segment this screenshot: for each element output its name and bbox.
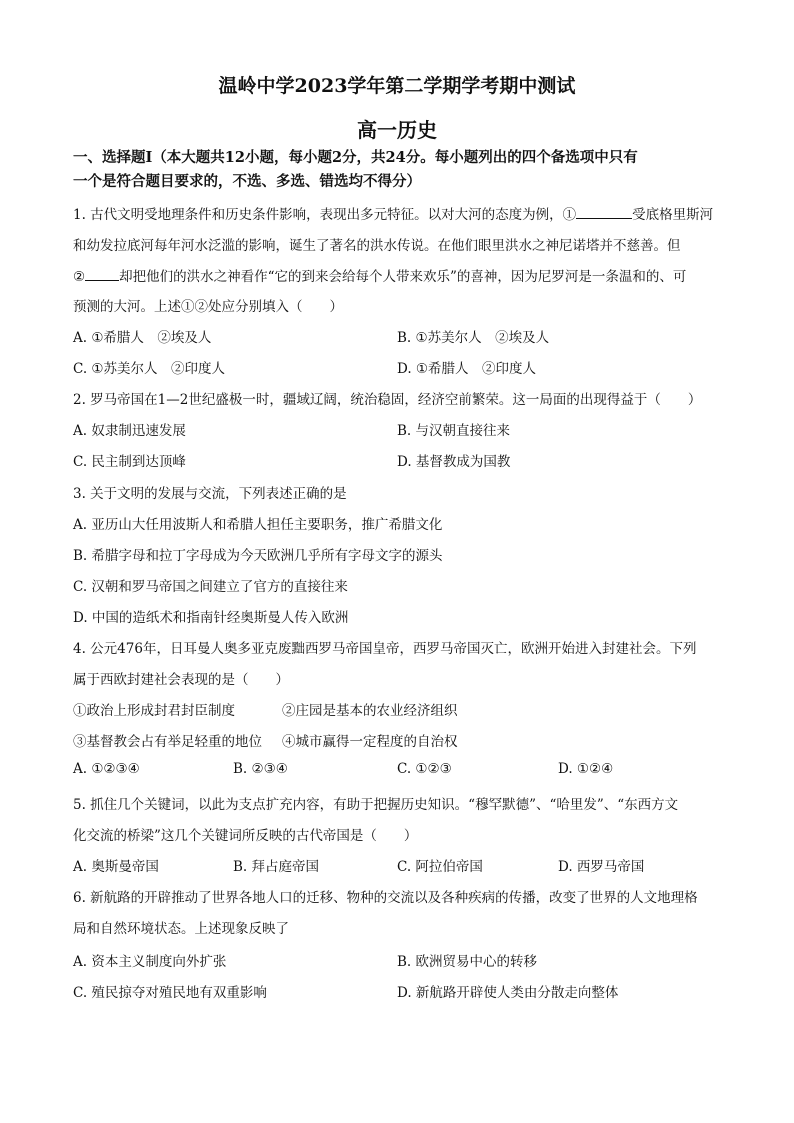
option-a[interactable]: A. ①希腊人 ②埃及人 — [73, 330, 212, 346]
section-heading — [73, 146, 733, 194]
question-1-line — [73, 203, 713, 223]
option-c[interactable]: C. 殖民掠夺对殖民地有双重影响 — [73, 985, 267, 1001]
question-3-stem: 3. 关于文明的发展与交流，下列表述正确的是 — [73, 486, 347, 502]
option-a[interactable]: A. 奴隶制迅速发展 — [73, 423, 186, 439]
question-1-text: 1. 古代文明受地理条件和历史条件影响，表现出多元特征。以对大河的态度为例，① — [73, 207, 577, 223]
question-6-stem: 局和自然环境状态。上述现象反映了 — [73, 921, 289, 937]
option-c[interactable]: C. 民主制到达顶峰 — [73, 454, 186, 470]
option-c[interactable]: C. 阿拉伯帝国 — [397, 859, 483, 875]
option-b[interactable]: B. 欧洲贸易中心的转移 — [397, 954, 538, 970]
option-a[interactable]: A. 亚历山大任用波斯人和希腊人担任主要职务，推广希腊文化 — [73, 517, 443, 533]
option-d[interactable]: D. 基督教成为国教 — [397, 454, 511, 470]
option-d[interactable]: D. ①②④ — [558, 761, 614, 777]
option-a[interactable]: A. ①②③④ — [73, 761, 140, 777]
question-1-line: 和幼发拉底河每年河水泛滥的影响，诞生了著名的洪水传说。在他们眼里洪水之神尼诺塔并不慈善。但 — [73, 238, 681, 254]
answer-blank — [85, 268, 119, 281]
question-2-stem: 2. 罗马帝国在1—2世纪盛极一时，疆域辽阔，统治稳固，经济空前繁荣。这一局面的出现得益于（ ） — [73, 392, 702, 408]
section-heading-line: 一、选择题Ⅰ（本大题共12小题，每小题2分，共24分。每小题列出的四个备选项中只有 — [73, 149, 638, 166]
question-5-stem: 化交流的桥梁”这几个关键词所反映的古代帝国是（ ） — [73, 828, 418, 844]
statement-4: ④城市赢得一定程度的自治权 — [282, 734, 458, 750]
option-c[interactable]: C. ①②③ — [397, 761, 452, 777]
answer-blank — [576, 206, 632, 219]
question-1-text: 却把他们的洪水之神看作“它的到来会给每个人带来欢乐”的喜神，因为尼罗河是一条温和的、可 — [119, 269, 687, 285]
statement-3: ③基督教会占有举足轻重的地位 — [73, 734, 262, 750]
question-4-stem: 4. 公元476年，日耳曼人奥多亚克废黜西罗马帝国皇帝，西罗马帝国灭亡，欧洲开始进入封建社会。下列 — [73, 641, 697, 657]
option-d[interactable]: D. 西罗马帝国 — [558, 859, 645, 875]
option-d[interactable]: D. 中国的造纸术和指南针经奥斯曼人传入欧洲 — [73, 610, 349, 626]
question-1-line — [73, 265, 686, 285]
option-a[interactable]: A. 奥斯曼帝国 — [73, 859, 159, 875]
exam-title: 温岭中学2023学年第二学期学考期中测试 — [218, 75, 576, 97]
question-6-stem: 6. 新航路的开辟推动了世界各地人口的迁移、物种的交流以及各种疾病的传播，改变了世界的人文地理格 — [73, 890, 698, 906]
question-5-stem: 5. 抓住几个关键词，以此为支点扩充内容，有助于把握历史知识。“穆罕默德”、“哈里发”、“东西方文 — [73, 797, 679, 813]
option-c[interactable]: C. 汉朝和罗马帝国之间建立了官方的直接往来 — [73, 579, 348, 595]
option-b[interactable]: B. 拜占庭帝国 — [233, 859, 320, 875]
question-1-line: 预测的大河。上述①②处应分别填入（ ） — [73, 299, 343, 315]
option-c[interactable]: C. ①苏美尔人 ②印度人 — [73, 361, 226, 377]
option-b[interactable]: B. 希腊字母和拉丁字母成为今天欧洲几乎所有字母文字的源头 — [73, 548, 443, 564]
statement-2: ②庄园是基本的农业经济组织 — [282, 703, 458, 719]
option-d[interactable]: D. 新航路开辟使人类由分散走向整体 — [397, 985, 619, 1001]
option-b[interactable]: B. ①苏美尔人 ②埃及人 — [397, 330, 550, 346]
exam-subject: 高一历史 — [357, 118, 437, 142]
option-b[interactable]: B. 与汉朝直接往来 — [397, 423, 511, 439]
option-b[interactable]: B. ②③④ — [233, 761, 288, 777]
statement-1: ①政治上形成封君封臣制度 — [73, 703, 235, 719]
option-a[interactable]: A. 资本主义制度向外扩张 — [73, 954, 227, 970]
question-4-stem: 属于西欧封建社会表现的是（ ） — [73, 672, 289, 688]
question-1-text: 受底格里斯河 — [632, 207, 714, 223]
section-heading-line: 一个是符合题目要求的，不选、多选、错选均不得分） — [73, 173, 421, 190]
question-1-text: ② — [73, 269, 86, 285]
option-d[interactable]: D. ①希腊人 ②印度人 — [397, 361, 537, 377]
